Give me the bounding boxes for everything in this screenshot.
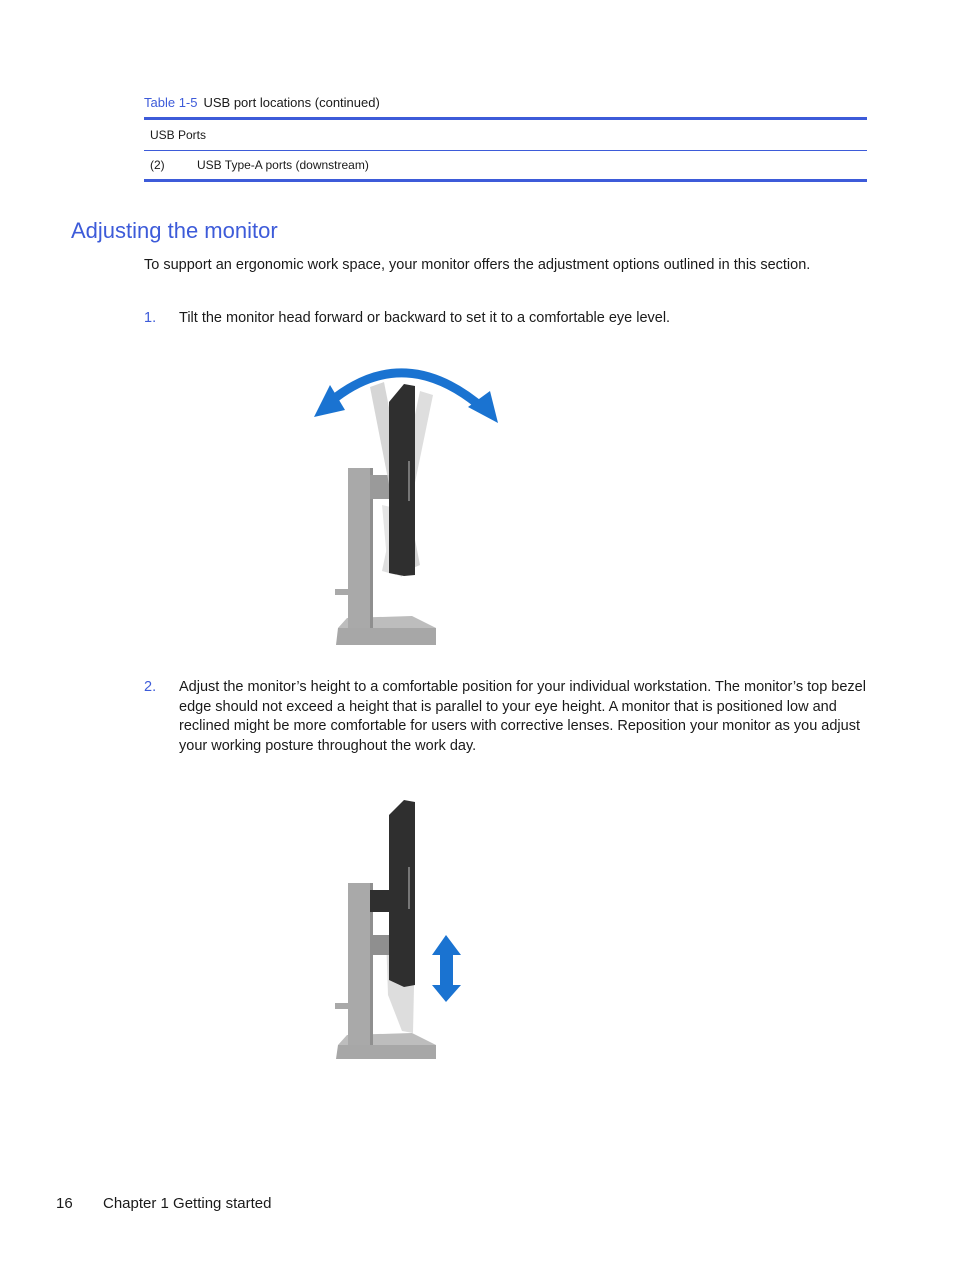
page-number: 16 [56,1195,73,1212]
table-header-row [144,120,867,150]
step-text: Tilt the monitor head forward or backward to set it to a comfortable eye level. [179,310,671,326]
table-bottom-rule [144,179,867,182]
usb-port-table [144,117,867,182]
step-item [144,678,868,756]
monitor-tilt-icon [300,355,510,650]
intro-paragraph: To support an ergonomic work space, your monitor offers the adjustment options outlined in this section. [144,257,811,273]
monitor-height-illustration [320,795,480,1065]
step-text: Adjust the monitor’s height to a comfortable position for your individual workstation. The monitor’s top bezel edge should not exceed a height that is parallel to your eye height. A monitor that is positioned low and reclined might be more comfortable for users with corrective lenses. Reposition your monitor as you adjust your working posture throughout the work day. [179,679,866,754]
monitor-tilt-illustration [300,355,510,650]
monitor-height-icon [320,795,480,1065]
table-caption [144,95,380,110]
table-row [144,151,867,179]
table-cell-description: USB Type-A ports (downstream) [197,158,369,172]
step-number: 2. [144,679,157,695]
table-caption-title: USB port locations (continued) [203,95,380,110]
step-item [144,309,868,329]
chapter-title: Chapter 1 Getting started [103,1195,272,1212]
step-number: 1. [144,310,157,326]
section-title: Adjusting the monitor [71,218,278,243]
table-header-cell: USB Ports [150,128,207,142]
table-cell-number: (2) [150,158,165,172]
table-caption-number: Table 1-5 [144,95,198,110]
